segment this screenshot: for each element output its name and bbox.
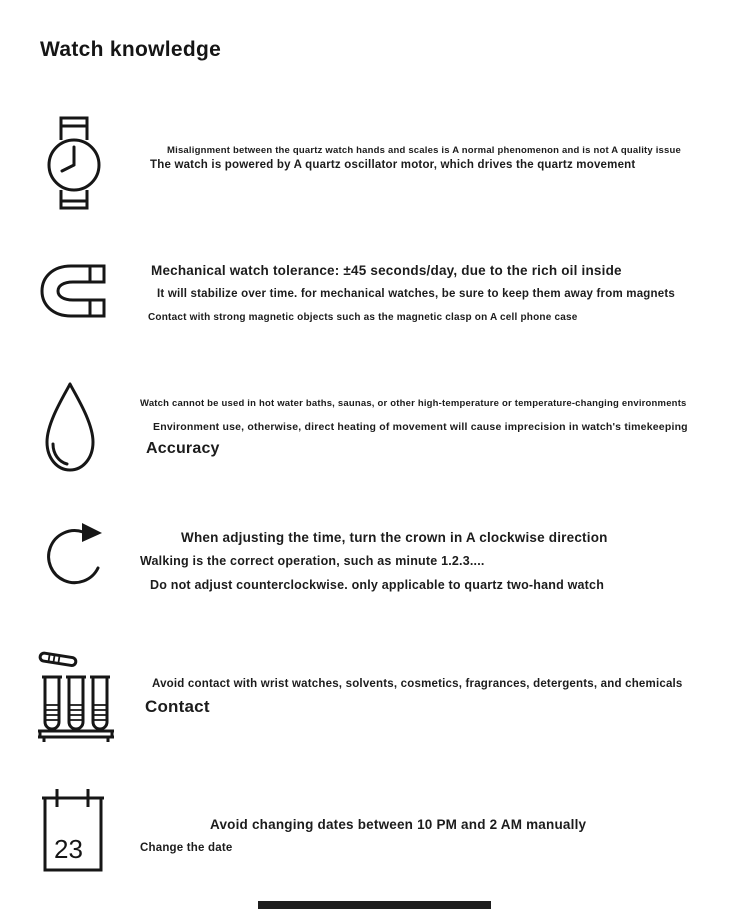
quartz-movement-note: The watch is powered by A quartz oscillator motor, which drives the quartz movement	[150, 159, 636, 171]
temperature-imprecision-note: Environment use, otherwise, direct heating of movement will cause imprecision in watch's timekeeping	[153, 421, 688, 433]
water-drop-icon	[39, 378, 101, 478]
test-tubes-icon	[36, 645, 116, 745]
partial-next-image-strip	[258, 901, 491, 909]
calendar-icon	[42, 788, 104, 874]
no-counterclockwise-note: Do not adjust counterclockwise. only applicable to quartz two-hand watch	[150, 578, 605, 592]
clockwise-arrow-icon	[42, 518, 108, 594]
mechanical-tolerance-note: Mechanical watch tolerance: ±45 seconds/day, due to the rich oil inside	[151, 263, 622, 278]
page-title: Watch knowledge	[40, 38, 222, 61]
contact-heading: Contact	[145, 697, 210, 716]
clockwise-adjust-note: When adjusting the time, turn the crown in A clockwise direction	[181, 530, 608, 545]
quartz-misalignment-note: Misalignment between the quartz watch hands and scales is A normal phenomenon and is not A quality issue	[167, 145, 682, 156]
magnet-icon	[38, 262, 106, 320]
date-change-note: Avoid changing dates between 10 PM and 2 AM manually	[210, 817, 587, 832]
chemicals-note: Avoid contact with wrist watches, solvents, cosmetics, fragrances, detergents, and chemicals	[152, 678, 683, 690]
magnet-contact-note: Contact with strong magnetic objects such as the magnetic clasp on A cell phone case	[148, 312, 578, 323]
accuracy-heading: Accuracy	[146, 440, 220, 457]
calendar-day-number: 23	[54, 834, 83, 864]
magnet-stabilize-note: It will stabilize over time. for mechanical watches, be sure to keep them away from magnets	[157, 288, 675, 300]
hot-water-note: Watch cannot be used in hot water baths, saunas, or other high-temperature or temperature-changing environments	[140, 398, 687, 409]
correct-operation-note: Walking is the correct operation, such as minute 1.2.3....	[140, 554, 485, 568]
wristwatch-icon	[41, 113, 107, 213]
change-date-heading: Change the date	[140, 842, 233, 854]
